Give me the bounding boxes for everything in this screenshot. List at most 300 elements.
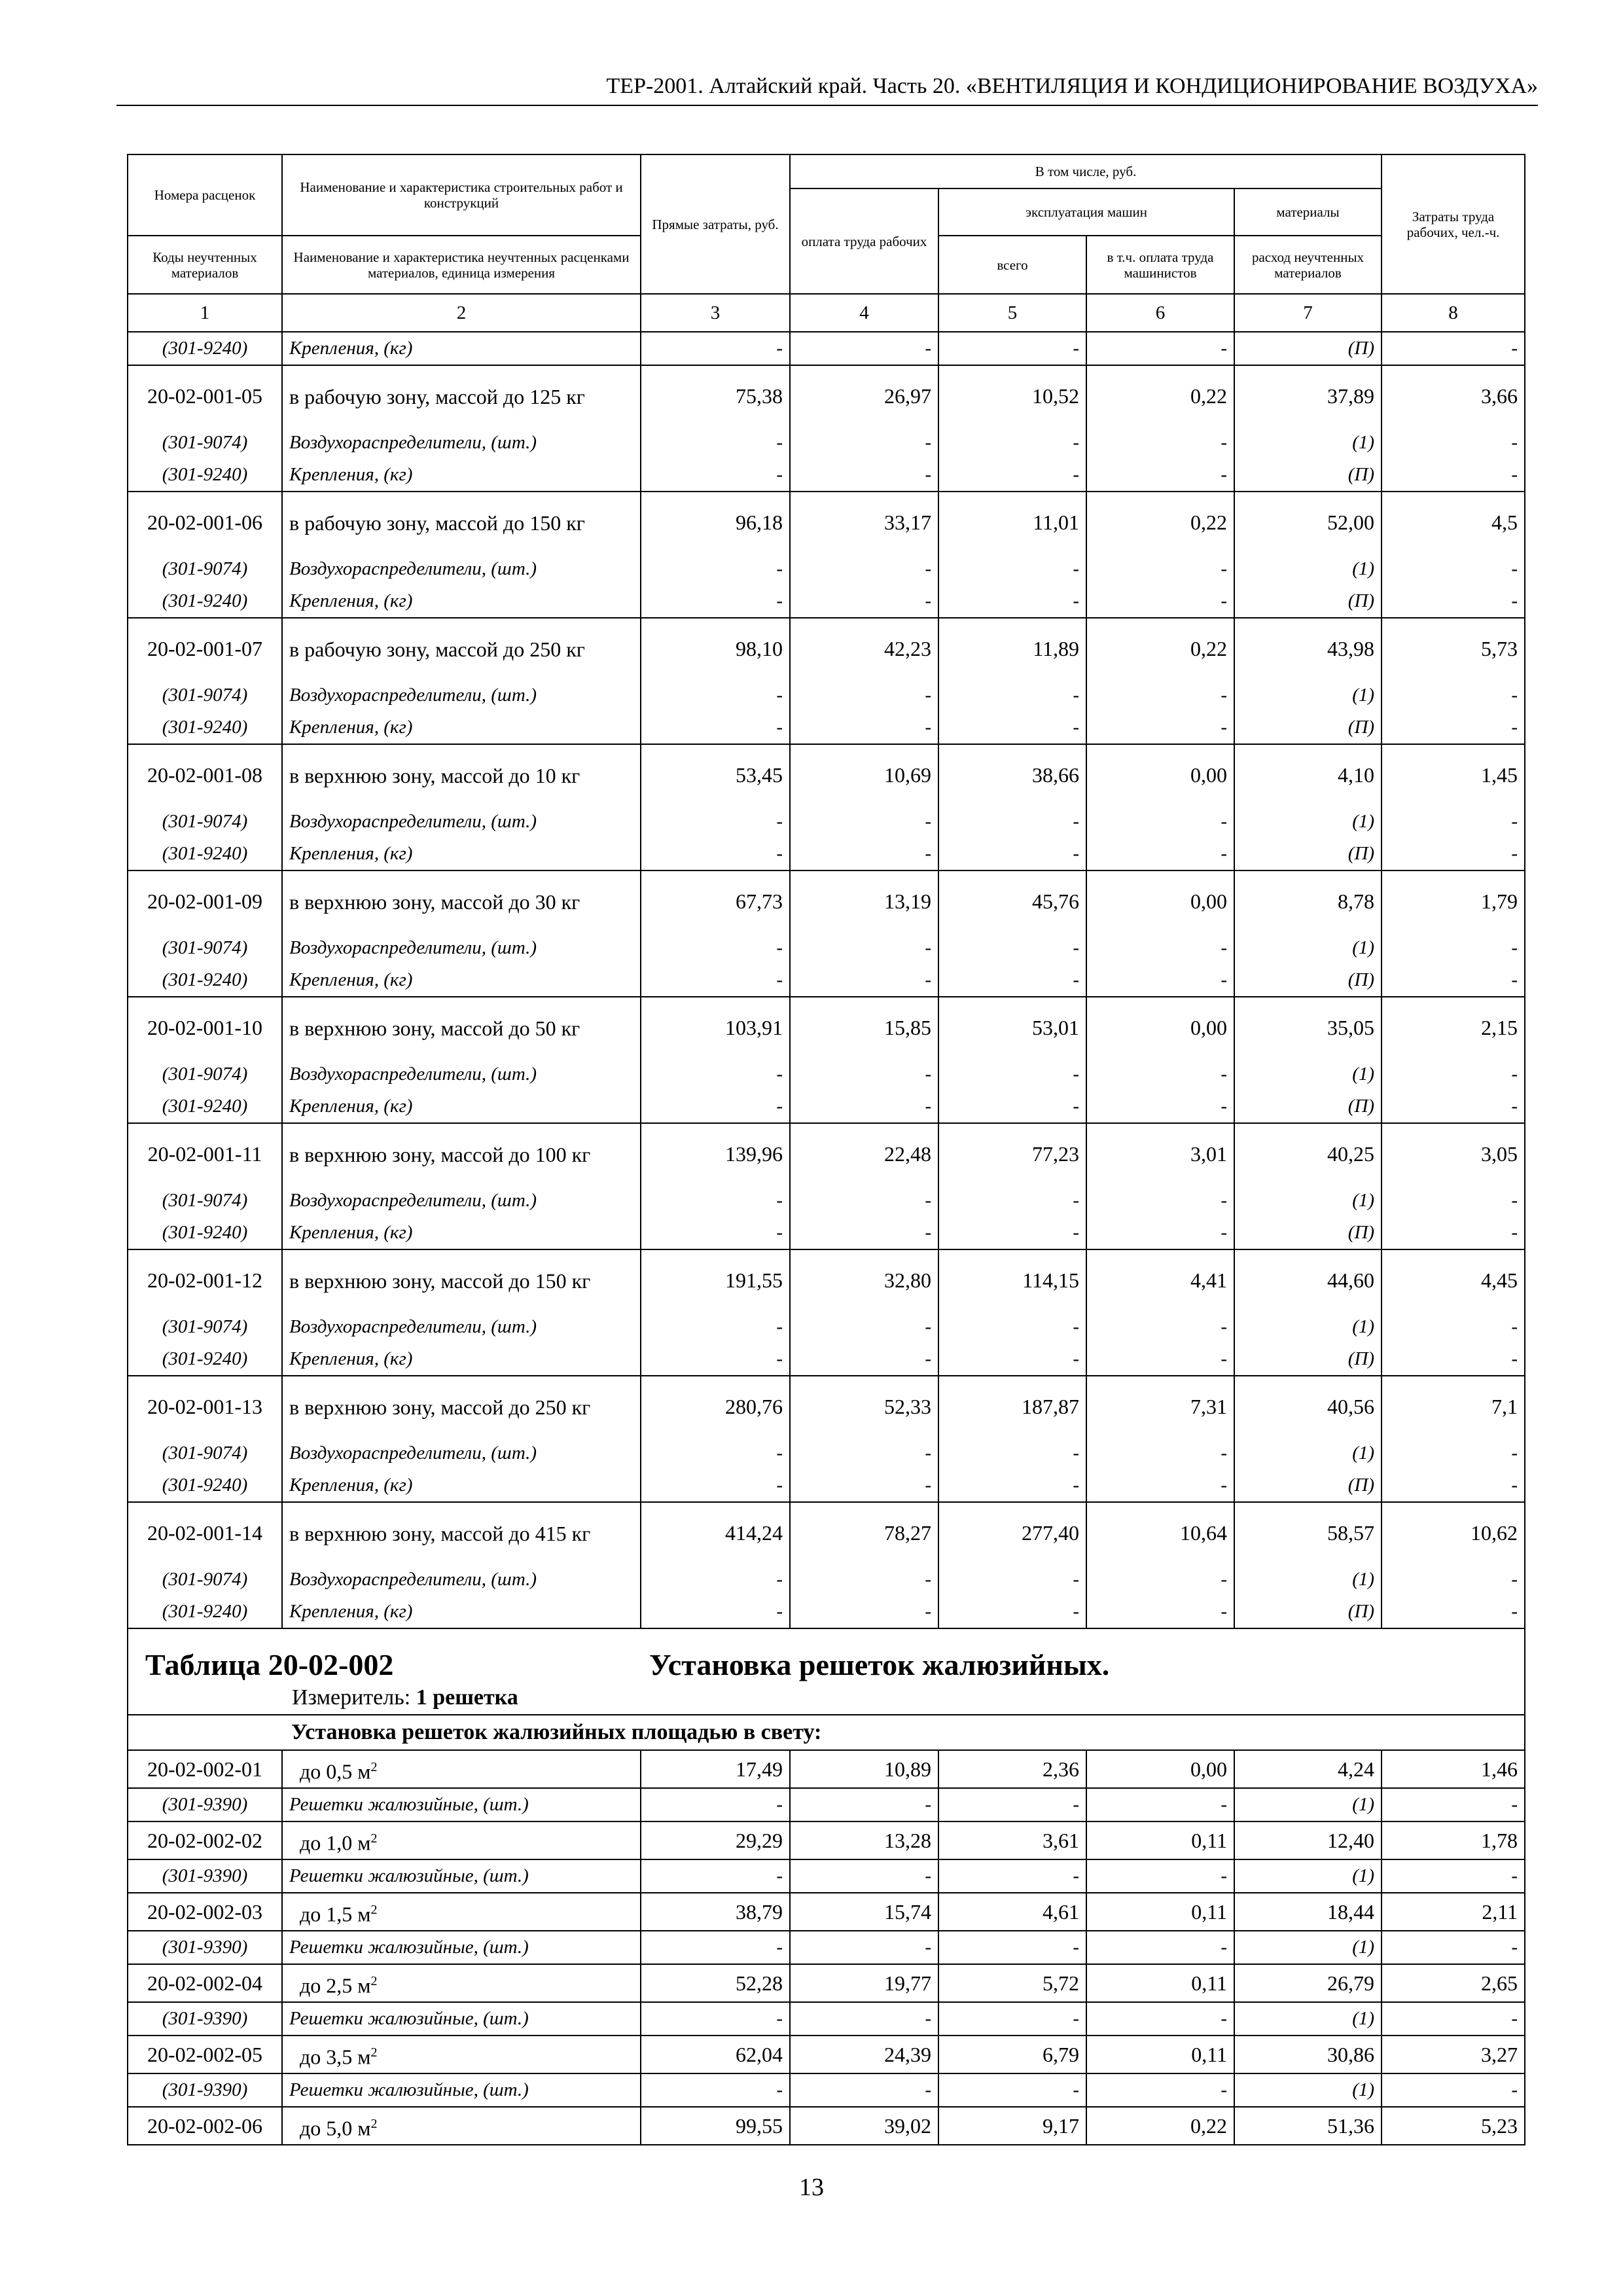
machine-total-cell: - bbox=[938, 1217, 1086, 1249]
rate-row bbox=[128, 1249, 1525, 1311]
material-name: Крепления, (кг) bbox=[282, 838, 641, 870]
operator-pay-cell: 0,00 bbox=[1086, 744, 1234, 806]
col-number: 3 bbox=[641, 294, 790, 332]
material-name: Решетки жалюзийные, (шт.) bbox=[282, 1931, 641, 1964]
machine-total-cell: - bbox=[938, 1596, 1086, 1628]
header-materials: материалы bbox=[1234, 188, 1382, 236]
operator-pay-cell: 7,31 bbox=[1086, 1376, 1234, 1437]
rate-code: 20-02-001-12 bbox=[128, 1249, 282, 1311]
direct-cost-cell: 139,96 bbox=[641, 1123, 790, 1185]
rate-name bbox=[282, 1750, 641, 1788]
machine-total-cell: - bbox=[938, 2002, 1086, 2036]
material-code: (301-9074) bbox=[128, 1564, 282, 1596]
worker-pay-cell: 15,74 bbox=[790, 1893, 938, 1931]
materials-cell: (П) bbox=[1234, 711, 1382, 744]
operator-pay-cell: - bbox=[1086, 1469, 1234, 1502]
machine-total-cell: - bbox=[938, 1058, 1086, 1090]
operator-pay-cell: - bbox=[1086, 1564, 1234, 1596]
header-operator-pay: в т.ч. оплата труда машинистов bbox=[1086, 236, 1234, 294]
materials-cell: (П) bbox=[1234, 838, 1382, 870]
direct-cost-cell: - bbox=[641, 1437, 790, 1469]
direct-cost-cell: - bbox=[641, 1859, 790, 1893]
direct-cost-cell: - bbox=[641, 1058, 790, 1090]
material-code: (301-9240) bbox=[128, 964, 282, 997]
labor-cell: - bbox=[1382, 1311, 1525, 1343]
worker-pay-cell: - bbox=[790, 553, 938, 585]
area-unit-superscript: 2 bbox=[370, 1831, 378, 1846]
material-row bbox=[128, 1343, 1525, 1376]
operator-pay-cell: - bbox=[1086, 1311, 1234, 1343]
material-code: (301-9240) bbox=[128, 1217, 282, 1249]
direct-cost-cell: - bbox=[641, 553, 790, 585]
labor-cell: - bbox=[1382, 679, 1525, 711]
machine-total-cell: 187,87 bbox=[938, 1376, 1086, 1437]
materials-cell: 37,89 bbox=[1234, 365, 1382, 427]
materials-cell: 43,98 bbox=[1234, 618, 1382, 679]
direct-cost-cell: - bbox=[641, 1469, 790, 1502]
machine-total-cell: - bbox=[938, 1437, 1086, 1469]
rate-code: 20-02-001-08 bbox=[128, 744, 282, 806]
labor-cell: 7,1 bbox=[1382, 1376, 1525, 1437]
material-row bbox=[128, 838, 1525, 870]
direct-cost-cell: 52,28 bbox=[641, 1964, 790, 2002]
header-including: В том числе, руб. bbox=[790, 154, 1382, 188]
material-row bbox=[128, 459, 1525, 492]
labor-cell: - bbox=[1382, 585, 1525, 618]
rate-code: 20-02-002-01 bbox=[128, 1750, 282, 1788]
operator-pay-cell: - bbox=[1086, 1090, 1234, 1123]
labor-cell: - bbox=[1382, 711, 1525, 744]
material-row bbox=[128, 1859, 1525, 1893]
worker-pay-cell: - bbox=[790, 585, 938, 618]
operator-pay-cell: - bbox=[1086, 1437, 1234, 1469]
header-worker-pay: оплата труда рабочих bbox=[790, 188, 938, 294]
operator-pay-cell: - bbox=[1086, 1788, 1234, 1821]
operator-pay-cell: - bbox=[1086, 806, 1234, 838]
operator-pay-cell: 0,11 bbox=[1086, 2036, 1234, 2073]
direct-cost-cell: 38,79 bbox=[641, 1893, 790, 1931]
materials-cell: (1) bbox=[1234, 1185, 1382, 1217]
rate-name: в рабочую зону, массой до 125 кг bbox=[282, 365, 641, 427]
machine-total-cell: - bbox=[938, 459, 1086, 492]
operator-pay-cell: 0,00 bbox=[1086, 870, 1234, 932]
operator-pay-cell: 10,64 bbox=[1086, 1502, 1234, 1564]
material-row bbox=[128, 1564, 1525, 1596]
direct-cost-cell: - bbox=[641, 806, 790, 838]
worker-pay-cell: - bbox=[790, 964, 938, 997]
machine-total-cell: - bbox=[938, 2073, 1086, 2107]
direct-cost-cell: - bbox=[641, 585, 790, 618]
machine-total-cell: - bbox=[938, 679, 1086, 711]
machine-total-cell: - bbox=[938, 964, 1086, 997]
machine-total-cell: 11,01 bbox=[938, 492, 1086, 553]
direct-cost-cell: 96,18 bbox=[641, 492, 790, 553]
rate-code: 20-02-002-02 bbox=[128, 1821, 282, 1859]
worker-pay-cell: 24,39 bbox=[790, 2036, 938, 2073]
col-number: 5 bbox=[938, 294, 1086, 332]
material-row bbox=[128, 1788, 1525, 1821]
rate-name: в верхнюю зону, массой до 100 кг bbox=[282, 1123, 641, 1185]
area-unit-superscript: 2 bbox=[370, 2116, 378, 2131]
rate-row bbox=[128, 870, 1525, 932]
machine-total-cell: 4,61 bbox=[938, 1893, 1086, 1931]
material-code: (301-9074) bbox=[128, 932, 282, 964]
material-name: Решетки жалюзийные, (шт.) bbox=[282, 2002, 641, 2036]
header-rule bbox=[116, 105, 1538, 106]
direct-cost-cell: - bbox=[641, 679, 790, 711]
labor-cell: - bbox=[1382, 1090, 1525, 1123]
materials-cell: 40,56 bbox=[1234, 1376, 1382, 1437]
material-code: (301-9240) bbox=[128, 1343, 282, 1376]
direct-cost-cell: - bbox=[641, 1788, 790, 1821]
operator-pay-cell: - bbox=[1086, 964, 1234, 997]
direct-cost-cell: - bbox=[641, 1931, 790, 1964]
col-number: 4 bbox=[790, 294, 938, 332]
direct-cost-cell: - bbox=[641, 427, 790, 459]
labor-cell: - bbox=[1382, 806, 1525, 838]
operator-pay-cell: - bbox=[1086, 1596, 1234, 1628]
rate-row bbox=[128, 1893, 1525, 1931]
operator-pay-cell: - bbox=[1086, 1185, 1234, 1217]
direct-cost-cell: - bbox=[641, 838, 790, 870]
operator-pay-cell: - bbox=[1086, 2002, 1234, 2036]
materials-cell: (1) bbox=[1234, 553, 1382, 585]
material-code: (301-9074) bbox=[128, 806, 282, 838]
measure-line bbox=[292, 1685, 518, 1710]
material-name: Воздухораспределители, (шт.) bbox=[282, 679, 641, 711]
labor-cell: - bbox=[1382, 1185, 1525, 1217]
rate-name-text: до 1,5 м bbox=[300, 1902, 371, 1926]
operator-pay-cell: 3,01 bbox=[1086, 1123, 1234, 1185]
material-name: Решетки жалюзийные, (шт.) bbox=[282, 1859, 641, 1893]
material-code: (301-9240) bbox=[128, 1469, 282, 1502]
worker-pay-cell: - bbox=[790, 332, 938, 365]
worker-pay-cell: 13,28 bbox=[790, 1821, 938, 1859]
col-number: 2 bbox=[282, 294, 641, 332]
operator-pay-cell: - bbox=[1086, 838, 1234, 870]
material-row bbox=[128, 427, 1525, 459]
material-row bbox=[128, 1596, 1525, 1628]
rate-name-text: до 5,0 м bbox=[300, 2116, 371, 2140]
materials-cell: (П) bbox=[1234, 1596, 1382, 1628]
labor-cell: 3,27 bbox=[1382, 2036, 1525, 2073]
worker-pay-cell: 22,48 bbox=[790, 1123, 938, 1185]
material-code: (301-9240) bbox=[128, 1596, 282, 1628]
rate-code: 20-02-002-04 bbox=[128, 1964, 282, 2002]
material-name: Крепления, (кг) bbox=[282, 964, 641, 997]
labor-cell: - bbox=[1382, 964, 1525, 997]
material-row bbox=[128, 1058, 1525, 1090]
operator-pay-cell: - bbox=[1086, 553, 1234, 585]
measure-value: 1 решетка bbox=[416, 1685, 518, 1710]
direct-cost-cell: 98,10 bbox=[641, 618, 790, 679]
rate-code: 20-02-001-10 bbox=[128, 997, 282, 1058]
labor-cell: 1,79 bbox=[1382, 870, 1525, 932]
machine-total-cell: 3,61 bbox=[938, 1821, 1086, 1859]
measure-label: Измеритель: bbox=[292, 1685, 411, 1710]
material-code: (301-9074) bbox=[128, 1058, 282, 1090]
material-name: Воздухораспределители, (шт.) bbox=[282, 1437, 641, 1469]
area-unit-superscript: 2 bbox=[370, 1902, 378, 1917]
worker-pay-cell: - bbox=[790, 1931, 938, 1964]
material-code: (301-9240) bbox=[128, 332, 282, 365]
direct-cost-cell: - bbox=[641, 332, 790, 365]
machine-total-cell: 10,52 bbox=[938, 365, 1086, 427]
material-code: (301-9240) bbox=[128, 459, 282, 492]
worker-pay-cell: - bbox=[790, 679, 938, 711]
material-name: Воздухораспределители, (шт.) bbox=[282, 1311, 641, 1343]
direct-cost-cell: 67,73 bbox=[641, 870, 790, 932]
material-name: Воздухораспределители, (шт.) bbox=[282, 932, 641, 964]
operator-pay-cell: - bbox=[1086, 1217, 1234, 1249]
rate-name: в верхнюю зону, массой до 30 кг bbox=[282, 870, 641, 932]
material-name: Решетки жалюзийные, (шт.) bbox=[282, 1788, 641, 1821]
worker-pay-cell: - bbox=[790, 1437, 938, 1469]
material-row bbox=[128, 1090, 1525, 1123]
rate-name: в верхнюю зону, массой до 10 кг bbox=[282, 744, 641, 806]
running-header: ТЕР-2001. Алтайский край. Часть 20. «ВЕНТИЛЯЦИЯ И КОНДИЦИОНИРОВАНИЕ ВОЗДУХА» bbox=[606, 74, 1538, 98]
section-title: Установка решеток жалюзийных площадью в свету: bbox=[282, 1715, 1525, 1750]
header-labor-costs: Затраты труда рабочих, чел.-ч. bbox=[1382, 154, 1525, 294]
rate-name bbox=[282, 2107, 641, 2145]
labor-cell: - bbox=[1382, 1596, 1525, 1628]
material-code: (301-9390) bbox=[128, 2002, 282, 2036]
labor-cell: 3,05 bbox=[1382, 1123, 1525, 1185]
materials-cell: (1) bbox=[1234, 427, 1382, 459]
table-title: Таблица 20-02-002 bbox=[145, 1648, 394, 1681]
machine-total-cell: 11,89 bbox=[938, 618, 1086, 679]
worker-pay-cell: 33,17 bbox=[790, 492, 938, 553]
direct-cost-cell: - bbox=[641, 964, 790, 997]
operator-pay-cell: 0,22 bbox=[1086, 492, 1234, 553]
header-material-codes: Коды неучтенных материалов bbox=[128, 236, 282, 294]
rate-name-text: до 3,5 м bbox=[300, 2045, 371, 2069]
machine-total-cell: - bbox=[938, 585, 1086, 618]
header-direct-costs: Прямые затраты, руб. bbox=[641, 154, 790, 294]
material-code: (301-9390) bbox=[128, 1931, 282, 1964]
material-row bbox=[128, 711, 1525, 744]
labor-cell: - bbox=[1382, 1859, 1525, 1893]
col-number: 8 bbox=[1382, 294, 1525, 332]
rate-name: в верхнюю зону, массой до 50 кг bbox=[282, 997, 641, 1058]
machine-total-cell: - bbox=[938, 553, 1086, 585]
materials-cell: (1) bbox=[1234, 1311, 1382, 1343]
labor-cell: - bbox=[1382, 1788, 1525, 1821]
worker-pay-cell: 39,02 bbox=[790, 2107, 938, 2145]
operator-pay-cell: - bbox=[1086, 679, 1234, 711]
worker-pay-cell: - bbox=[790, 1859, 938, 1893]
table-heading: Установка решеток жалюзийных. bbox=[649, 1648, 1110, 1681]
labor-cell: 5,23 bbox=[1382, 2107, 1525, 2145]
rate-name: в верхнюю зону, массой до 415 кг bbox=[282, 1502, 641, 1564]
labor-cell: 5,73 bbox=[1382, 618, 1525, 679]
labor-cell: 2,65 bbox=[1382, 1964, 1525, 2002]
worker-pay-cell: 15,85 bbox=[790, 997, 938, 1058]
materials-cell: (П) bbox=[1234, 332, 1382, 365]
machine-total-cell: - bbox=[938, 806, 1086, 838]
operator-pay-cell: - bbox=[1086, 1343, 1234, 1376]
material-name: Воздухораспределители, (шт.) bbox=[282, 553, 641, 585]
rate-code: 20-02-002-06 bbox=[128, 2107, 282, 2145]
rate-row bbox=[128, 1502, 1525, 1564]
material-name: Воздухораспределители, (шт.) bbox=[282, 1058, 641, 1090]
worker-pay-cell: 13,19 bbox=[790, 870, 938, 932]
header-machine-operation: эксплуатация машин bbox=[938, 188, 1234, 236]
direct-cost-cell: - bbox=[641, 711, 790, 744]
material-code: (301-9390) bbox=[128, 2073, 282, 2107]
labor-cell: - bbox=[1382, 1343, 1525, 1376]
worker-pay-cell: - bbox=[790, 1311, 938, 1343]
rate-code: 20-02-001-11 bbox=[128, 1123, 282, 1185]
worker-pay-cell: - bbox=[790, 2002, 938, 2036]
material-name: Крепления, (кг) bbox=[282, 332, 641, 365]
header-total: всего bbox=[938, 236, 1086, 294]
materials-cell: (1) bbox=[1234, 1859, 1382, 1893]
area-unit-superscript: 2 bbox=[370, 1759, 378, 1774]
worker-pay-cell: - bbox=[790, 1058, 938, 1090]
labor-cell: - bbox=[1382, 1564, 1525, 1596]
rate-name: в рабочую зону, массой до 150 кг bbox=[282, 492, 641, 553]
rate-code: 20-02-001-13 bbox=[128, 1376, 282, 1437]
operator-pay-cell: 0,11 bbox=[1086, 1821, 1234, 1859]
material-row bbox=[128, 553, 1525, 585]
materials-cell: (1) bbox=[1234, 2002, 1382, 2036]
direct-cost-cell: - bbox=[641, 2002, 790, 2036]
rate-name bbox=[282, 2036, 641, 2073]
material-row bbox=[128, 1311, 1525, 1343]
material-name: Крепления, (кг) bbox=[282, 1090, 641, 1123]
operator-pay-cell: - bbox=[1086, 932, 1234, 964]
direct-cost-cell: - bbox=[641, 1343, 790, 1376]
materials-cell: 26,79 bbox=[1234, 1964, 1382, 2002]
labor-cell: - bbox=[1382, 2002, 1525, 2036]
worker-pay-cell: - bbox=[790, 2073, 938, 2107]
rate-name bbox=[282, 1821, 641, 1859]
rate-code: 20-02-002-05 bbox=[128, 2036, 282, 2073]
materials-cell: 30,86 bbox=[1234, 2036, 1382, 2073]
direct-cost-cell: - bbox=[641, 1217, 790, 1249]
worker-pay-cell: - bbox=[790, 1343, 938, 1376]
material-row bbox=[128, 1931, 1525, 1964]
machine-total-cell: - bbox=[938, 1564, 1086, 1596]
materials-cell: 8,78 bbox=[1234, 870, 1382, 932]
material-name: Крепления, (кг) bbox=[282, 585, 641, 618]
labor-cell: 10,62 bbox=[1382, 1502, 1525, 1564]
material-name: Крепления, (кг) bbox=[282, 1596, 641, 1628]
direct-cost-cell: 414,24 bbox=[641, 1502, 790, 1564]
worker-pay-cell: 10,89 bbox=[790, 1750, 938, 1788]
materials-cell: (1) bbox=[1234, 806, 1382, 838]
material-code: (301-9240) bbox=[128, 1090, 282, 1123]
materials-cell: (1) bbox=[1234, 1931, 1382, 1964]
worker-pay-cell: - bbox=[790, 932, 938, 964]
labor-cell: - bbox=[1382, 332, 1525, 365]
material-code: (301-9074) bbox=[128, 553, 282, 585]
labor-cell: - bbox=[1382, 553, 1525, 585]
machine-total-cell: 114,15 bbox=[938, 1249, 1086, 1311]
labor-cell: - bbox=[1382, 1931, 1525, 1964]
machine-total-cell: - bbox=[938, 1311, 1086, 1343]
direct-cost-cell: 62,04 bbox=[641, 2036, 790, 2073]
header-work-name: Наименование и характеристика строительных работ и конструкций bbox=[282, 154, 641, 236]
operator-pay-cell: - bbox=[1086, 2073, 1234, 2107]
direct-cost-cell: - bbox=[641, 2073, 790, 2107]
labor-cell: - bbox=[1382, 1437, 1525, 1469]
labor-cell: 4,45 bbox=[1382, 1249, 1525, 1311]
header-unaccounted-materials: расход неучтенных материалов bbox=[1234, 236, 1382, 294]
materials-cell: (1) bbox=[1234, 1564, 1382, 1596]
materials-cell: 40,25 bbox=[1234, 1123, 1382, 1185]
rate-row bbox=[128, 1750, 1525, 1788]
materials-cell: 4,24 bbox=[1234, 1750, 1382, 1788]
rate-name: в рабочую зону, массой до 250 кг bbox=[282, 618, 641, 679]
rate-name: в верхнюю зону, массой до 150 кг bbox=[282, 1249, 641, 1311]
rate-name-text: до 0,5 м bbox=[300, 1759, 371, 1784]
direct-cost-cell: 53,45 bbox=[641, 744, 790, 806]
labor-cell: - bbox=[1382, 1058, 1525, 1090]
operator-pay-cell: - bbox=[1086, 1859, 1234, 1893]
labor-cell: 4,5 bbox=[1382, 492, 1525, 553]
machine-total-cell: - bbox=[938, 1090, 1086, 1123]
col-number: 7 bbox=[1234, 294, 1382, 332]
operator-pay-cell: - bbox=[1086, 1058, 1234, 1090]
machine-total-cell: 9,17 bbox=[938, 2107, 1086, 2145]
machine-total-cell: - bbox=[938, 711, 1086, 744]
labor-cell: - bbox=[1382, 1217, 1525, 1249]
worker-pay-cell: 10,69 bbox=[790, 744, 938, 806]
labor-cell: - bbox=[1382, 1469, 1525, 1502]
worker-pay-cell: - bbox=[790, 427, 938, 459]
material-row bbox=[128, 1469, 1525, 1502]
material-name: Решетки жалюзийные, (шт.) bbox=[282, 2073, 641, 2107]
machine-total-cell: 5,72 bbox=[938, 1964, 1086, 2002]
materials-cell: (П) bbox=[1234, 1090, 1382, 1123]
operator-pay-cell: 0,00 bbox=[1086, 997, 1234, 1058]
rate-row bbox=[128, 2107, 1525, 2145]
material-name: Крепления, (кг) bbox=[282, 711, 641, 744]
materials-cell: (1) bbox=[1234, 1058, 1382, 1090]
operator-pay-cell: 0,22 bbox=[1086, 2107, 1234, 2145]
labor-cell: 1,46 bbox=[1382, 1750, 1525, 1788]
worker-pay-cell: 32,80 bbox=[790, 1249, 938, 1311]
rate-name-text: до 2,5 м bbox=[300, 1973, 371, 1998]
col-number: 1 bbox=[128, 294, 282, 332]
material-name: Воздухораспределители, (шт.) bbox=[282, 1185, 641, 1217]
rate-row bbox=[128, 618, 1525, 679]
materials-cell: (П) bbox=[1234, 964, 1382, 997]
material-code: (301-9240) bbox=[128, 711, 282, 744]
material-row bbox=[128, 679, 1525, 711]
material-name: Крепления, (кг) bbox=[282, 1469, 641, 1502]
materials-cell: (П) bbox=[1234, 1217, 1382, 1249]
machine-total-cell: 38,66 bbox=[938, 744, 1086, 806]
materials-cell: (П) bbox=[1234, 459, 1382, 492]
operator-pay-cell: - bbox=[1086, 711, 1234, 744]
rate-name: в верхнюю зону, массой до 250 кг bbox=[282, 1376, 641, 1437]
labor-cell: 1,45 bbox=[1382, 744, 1525, 806]
materials-cell: 35,05 bbox=[1234, 997, 1382, 1058]
worker-pay-cell: - bbox=[790, 1217, 938, 1249]
machine-total-cell: - bbox=[938, 332, 1086, 365]
rate-code: 20-02-001-09 bbox=[128, 870, 282, 932]
direct-cost-cell: - bbox=[641, 1564, 790, 1596]
material-name: Воздухораспределители, (шт.) bbox=[282, 427, 641, 459]
material-code: (301-9390) bbox=[128, 1788, 282, 1821]
materials-cell: 4,10 bbox=[1234, 744, 1382, 806]
direct-cost-cell: - bbox=[641, 1311, 790, 1343]
rate-row bbox=[128, 1821, 1525, 1859]
worker-pay-cell: - bbox=[790, 459, 938, 492]
